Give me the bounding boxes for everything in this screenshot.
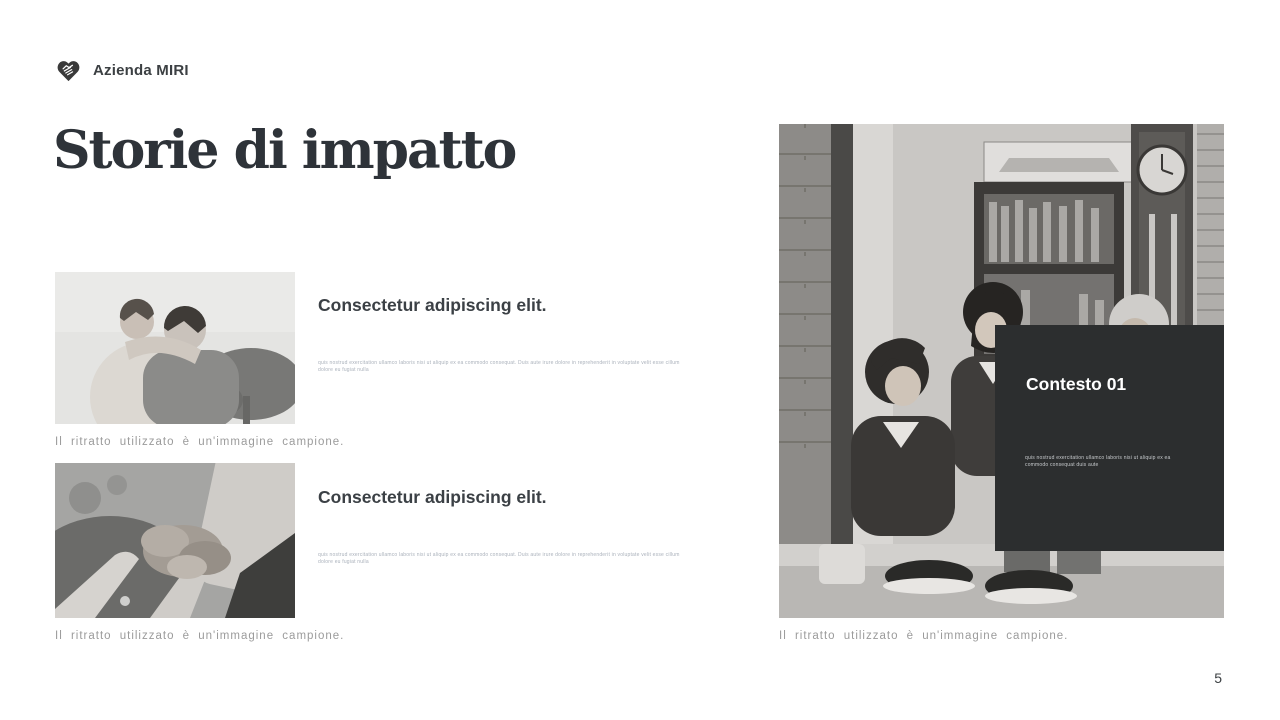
context-card-title: Contesto 01 — [1026, 374, 1127, 394]
page-number: 5 — [1214, 670, 1222, 686]
heart-handshake-icon — [55, 57, 82, 84]
context-card-body: quis nostrud exercitation ullamco laboris nisi ut aliquip ex ea commodo consequat duis aute — [1025, 455, 1171, 468]
story-heading: Consectetur adipiscing elit. — [318, 295, 547, 315]
story-photo-hands — [55, 463, 295, 618]
photo-caption: Il ritratto utilizzato è un'immagine campione. — [55, 436, 345, 448]
photo-piggyback-illustration — [55, 272, 295, 424]
brand-logo — [55, 57, 189, 84]
context-card — [995, 325, 1224, 551]
page-title: Storie di impatto — [53, 120, 516, 181]
story-heading: Consectetur adipiscing elit. — [318, 487, 547, 507]
photo-hands-illustration — [55, 463, 295, 618]
feature-photo-volunteers — [779, 124, 1224, 618]
story-photo-piggyback — [55, 272, 295, 424]
photo-caption: Il ritratto utilizzato è un'immagine campione. — [779, 630, 1069, 642]
photo-caption: Il ritratto utilizzato è un'immagine campione. — [55, 630, 345, 642]
story-body: quis nostrud exercitation ullamco laboris nisi ut aliquip ex ea commodo consequat. Duis aute irure dolore in reprehenderit in voluptate velit esse cillum dolore eu fugiat nulla — [318, 552, 680, 565]
story-body: quis nostrud exercitation ullamco laboris nisi ut aliquip ex ea commodo consequat. Duis aute irure dolore in reprehenderit in voluptate velit esse cillum dolore eu fugiat nulla — [318, 360, 680, 373]
brand-name: Azienda MIRI — [93, 62, 189, 79]
